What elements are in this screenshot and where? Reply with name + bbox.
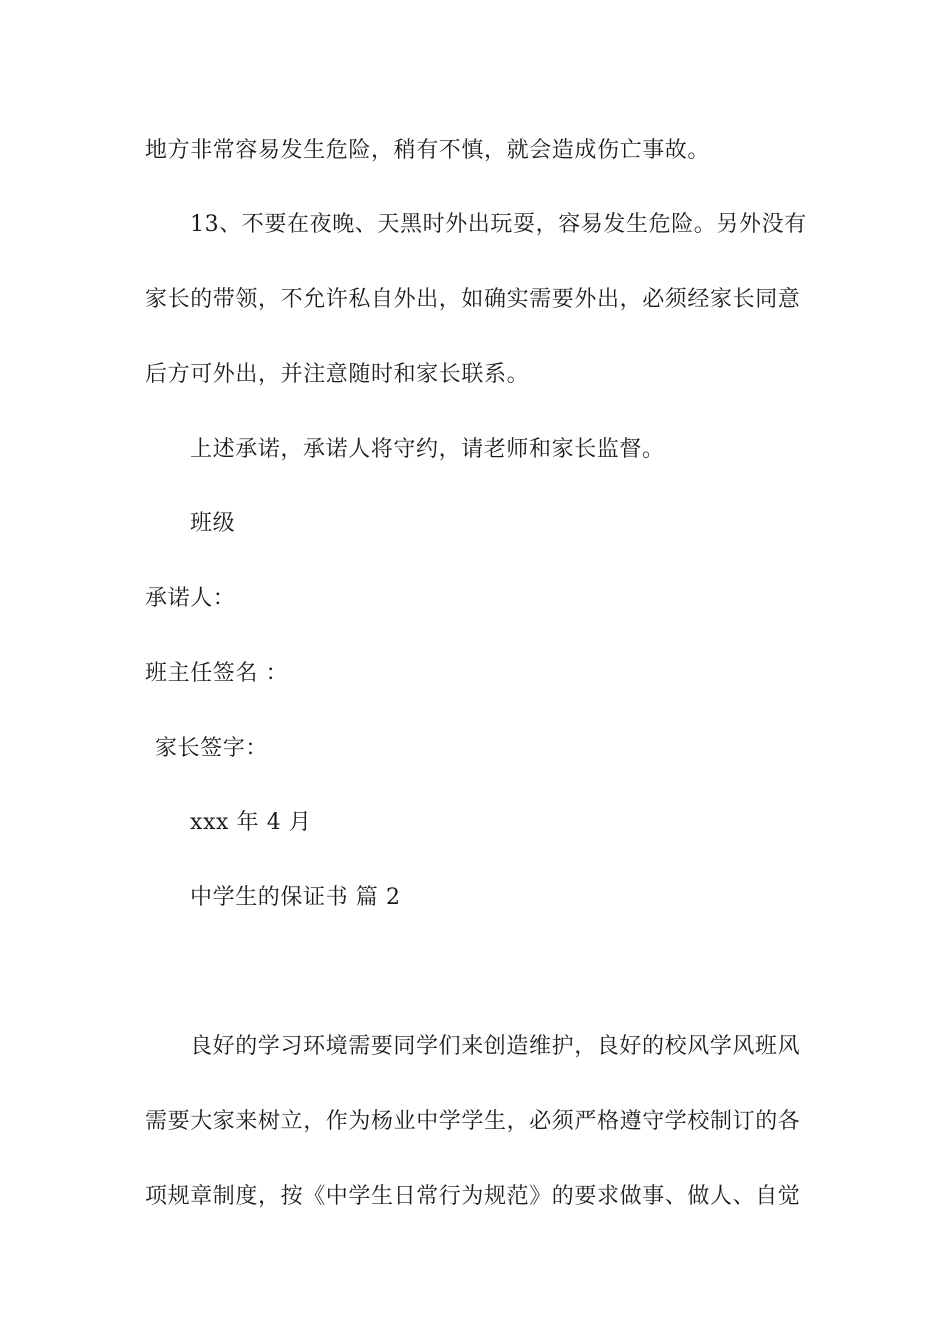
class-label: 班级: [190, 511, 236, 536]
paragraph-line: 13、不要在夜晚、天黑时外出玩耍，容易发生危险。另外没有: [190, 212, 807, 237]
promisor-label: 承诺人：: [145, 586, 236, 611]
paragraph-line: 项规章制度，按《中学生日常行为规范》的要求做事、做人、自觉: [145, 1184, 801, 1209]
paragraph-line: 上述承诺，承诺人将守约，请老师和家长监督。: [190, 437, 665, 462]
paragraph-line: 需要大家来树立，作为杨业中学学生，必须严格遵守学校制订的各: [145, 1109, 801, 1134]
paragraph-line: 地方非常容易发生危险，稍有不慎，就会造成伤亡事故。: [145, 138, 711, 163]
paragraph-line: 后方可外出，并注意随时和家长联系。: [145, 362, 530, 387]
section-heading: 中学生的保证书 篇 2: [190, 885, 401, 910]
date-line: xxx 年 4 月: [190, 810, 312, 835]
paragraph-line: 良好的学习环境需要同学们来创造维护，良好的校风学风班风: [190, 1034, 801, 1059]
head-teacher-signature-label: 班主任签名 ：: [145, 661, 289, 686]
parent-signature-label: 家长签字：: [155, 736, 269, 761]
paragraph-line: 家长的带领，不允许私自外出，如确实需要外出，必须经家长同意: [145, 287, 801, 312]
